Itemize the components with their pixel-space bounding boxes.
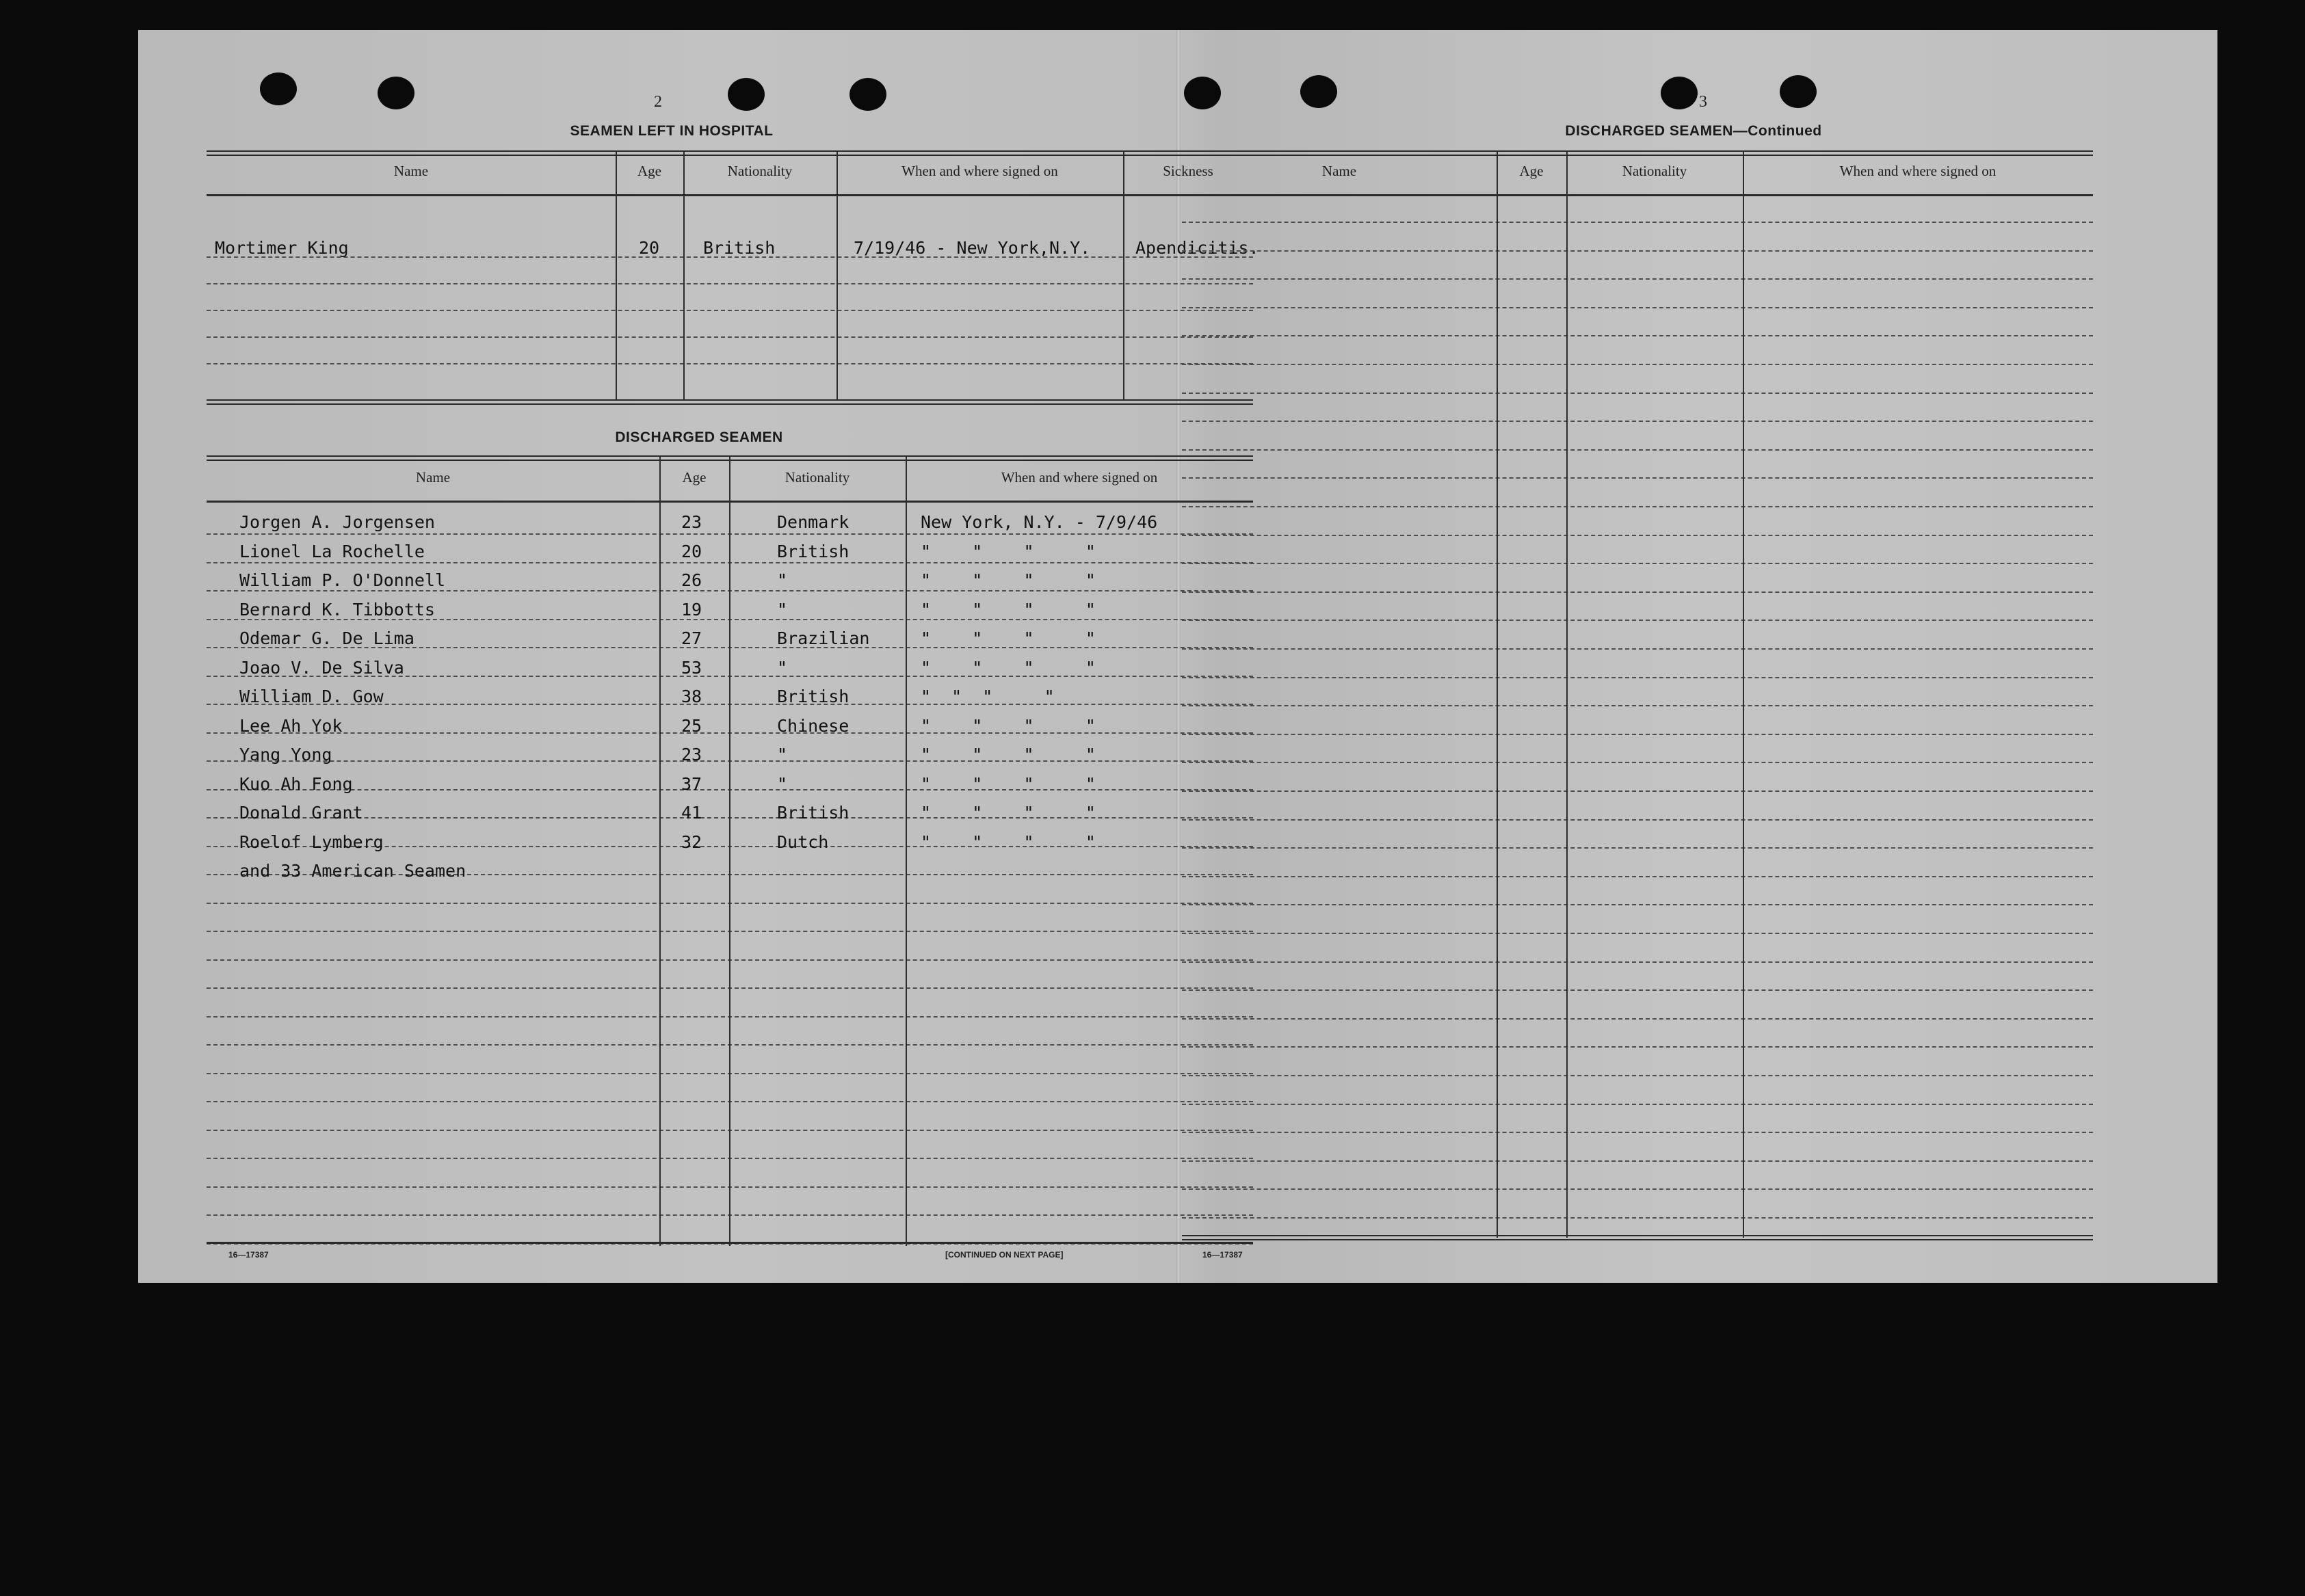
form-number: 16—17387 [1202,1250,1243,1260]
discharged-signed-on: " " " " [921,628,1096,648]
column-header-age: Age [682,469,707,486]
column-divider [659,455,661,1246]
table-rule [1182,278,2093,280]
document-sheet [138,30,2217,1283]
column-header-nationality: Nationality [785,469,850,486]
table-rule [1182,1132,2093,1133]
punch-hole [260,72,297,105]
table-rule [207,194,1253,196]
table-rule [1182,250,2093,252]
discharged-age: 53 [681,657,702,678]
discharged-age: 41 [681,803,702,823]
table-rule [1182,961,2093,963]
column-header-nationality: Nationality [727,163,793,179]
column-divider [837,150,838,399]
table-rule [1182,222,2093,223]
table-rule [1182,364,2093,365]
discharged-signed-on: " " " " [921,832,1096,852]
table-rule [1182,1104,2093,1105]
table-rule [1182,705,2093,706]
discharged-age: 19 [681,599,702,620]
table-rule [1182,307,2093,308]
discharged-nationality: British [777,803,849,823]
discharged-name: William P. O'Donnell [239,570,446,590]
discharged-continued-title: DISCHARGED SEAMEN—Continued [1565,123,1822,139]
discharged-nationality: " [777,657,788,678]
table-rule [1182,563,2093,564]
page-number: 2 [654,93,662,111]
discharged-name: Bernard K. Tibbotts [239,599,435,620]
column-header-signed-on: When and where signed on [901,163,1058,179]
hospital-section-title: SEAMEN LEFT IN HOSPITAL [570,123,774,139]
column-divider [616,150,617,399]
column-header-sickness: Sickness [1163,163,1213,179]
table-rule [1182,335,2093,336]
discharged-name: Jorgen A. Jorgensen [239,512,435,532]
table-rule [1182,1217,2093,1219]
table-rule [1182,506,2093,507]
discharged-name: and 33 American Seamen [239,861,466,881]
table-rule [1182,1188,2093,1190]
table-rule [207,283,1253,284]
continued-note: [CONTINUED ON NEXT PAGE] [945,1250,1064,1260]
discharged-name: Odemar G. De Lima [239,628,414,648]
hospital-signed-on: 7/19/46 - New York,N.Y. [854,238,1091,258]
table-rule [1182,677,2093,678]
table-rule [207,399,1253,405]
table-rule [207,150,1253,156]
discharged-table [207,455,1253,1246]
column-divider [729,455,730,1246]
column-header-signed-on: When and where signed on [1839,163,1997,179]
table-rule [1182,819,2093,821]
discharged-name: William D. Gow [239,687,384,706]
table-rule [1182,1018,2093,1020]
table-rule [207,310,1253,311]
discharged-name: Kuo Ah Fong [239,773,353,794]
punch-hole [1184,77,1221,109]
table-rule [1182,734,2093,735]
table-rule [1182,393,2093,394]
right-page [1181,30,2217,1283]
discharged-age: 23 [681,512,702,532]
discharged-signed-on: " " " " [921,657,1096,678]
table-rule [1182,933,2093,934]
discharged-continued-table [1182,150,2093,1238]
punch-hole [378,77,414,109]
column-header-name: Name [393,163,429,179]
column-header-name: Name [1321,163,1357,179]
discharged-nationality: Chinese [777,715,849,736]
column-header-age: Age [1519,163,1544,179]
left-page [138,30,1259,1283]
discharged-name: Roelof Lymberg [239,832,384,852]
punch-hole [1780,75,1817,108]
form-number: 16—17387 [228,1250,269,1260]
table-rule [1182,762,2093,763]
punch-hole [1661,77,1698,109]
discharged-age: 32 [681,832,702,852]
column-header-nationality: Nationality [1622,163,1687,179]
discharged-signed-on: " " " " [921,599,1096,620]
table-rule [207,336,1253,338]
column-divider [1123,150,1124,399]
discharged-section-title: DISCHARGED SEAMEN [615,429,783,445]
table-rule [1182,1075,2093,1076]
discharged-signed-on: New York, N.Y. - 7/9/46 [921,512,1158,532]
column-divider [1497,150,1498,1238]
table-rule [1182,150,2093,156]
hospital-age: 20 [639,238,660,258]
table-rule [1182,535,2093,536]
punch-hole [849,78,886,111]
discharged-nationality: British [777,541,849,561]
discharged-signed-on: " " " " [921,570,1096,590]
discharged-signed-on: " " " " [921,773,1096,794]
discharged-nationality: Brazilian [777,628,870,648]
column-header-signed-on: When and where signed on [1001,469,1158,486]
column-divider [1743,150,1744,1238]
discharged-age: 38 [681,687,702,706]
column-header-name: Name [415,469,451,486]
column-divider [683,150,685,399]
table-rule [1182,1160,2093,1162]
discharged-signed-on: " " " " [921,541,1096,561]
punch-hole [1300,75,1337,108]
discharged-nationality: " [777,773,788,794]
table-rule [1182,421,2093,422]
table-rule [1182,1046,2093,1048]
discharged-age: 27 [681,628,702,648]
table-rule [1182,876,2093,877]
hospital-table [207,150,1259,413]
hospital-nationality: British [703,238,776,258]
discharged-signed-on: " " " " [921,715,1096,736]
table-rule [1182,989,2093,991]
table-rule [1182,1235,2093,1240]
table-rule [207,363,1253,364]
discharged-nationality: Dutch [777,832,829,852]
discharged-nationality: British [777,687,849,706]
discharged-signed-on: " " " " [921,687,1055,706]
table-rule [1182,904,2093,905]
discharged-name: Yang Yong [239,745,332,764]
table-rule [1182,648,2093,650]
table-rule [1182,477,2093,479]
table-rule [1182,194,2093,196]
discharged-name: Lee Ah Yok [239,715,343,736]
column-header-age: Age [637,163,661,179]
column-divider [906,455,907,1246]
discharged-nationality: " [777,570,788,590]
table-rule [1182,449,2093,451]
discharged-age: 20 [681,541,702,561]
discharged-age: 23 [681,745,702,764]
table-rule [1182,591,2093,593]
discharged-age: 25 [681,715,702,736]
hospital-sickness: Apendicitis. [1135,238,1259,258]
discharged-age: 37 [681,773,702,794]
table-rule [1182,847,2093,849]
discharged-signed-on: " " " " [921,803,1096,823]
discharged-name: Lionel La Rochelle [239,541,425,561]
hospital-name: Mortimer King [215,238,349,258]
discharged-nationality: " [777,745,788,764]
table-rule [1182,620,2093,621]
discharged-nationality: Denmark [777,512,849,532]
discharged-signed-on: " " " " [921,745,1096,764]
discharged-name: Donald Grant [239,803,363,823]
punch-hole [728,78,765,111]
page-number: 3 [1699,93,1707,111]
discharged-age: 26 [681,570,702,590]
discharged-name: Joao V. De Silva [239,657,404,678]
table-rule [1182,790,2093,792]
column-divider [1566,150,1568,1238]
discharged-nationality: " [777,599,788,620]
